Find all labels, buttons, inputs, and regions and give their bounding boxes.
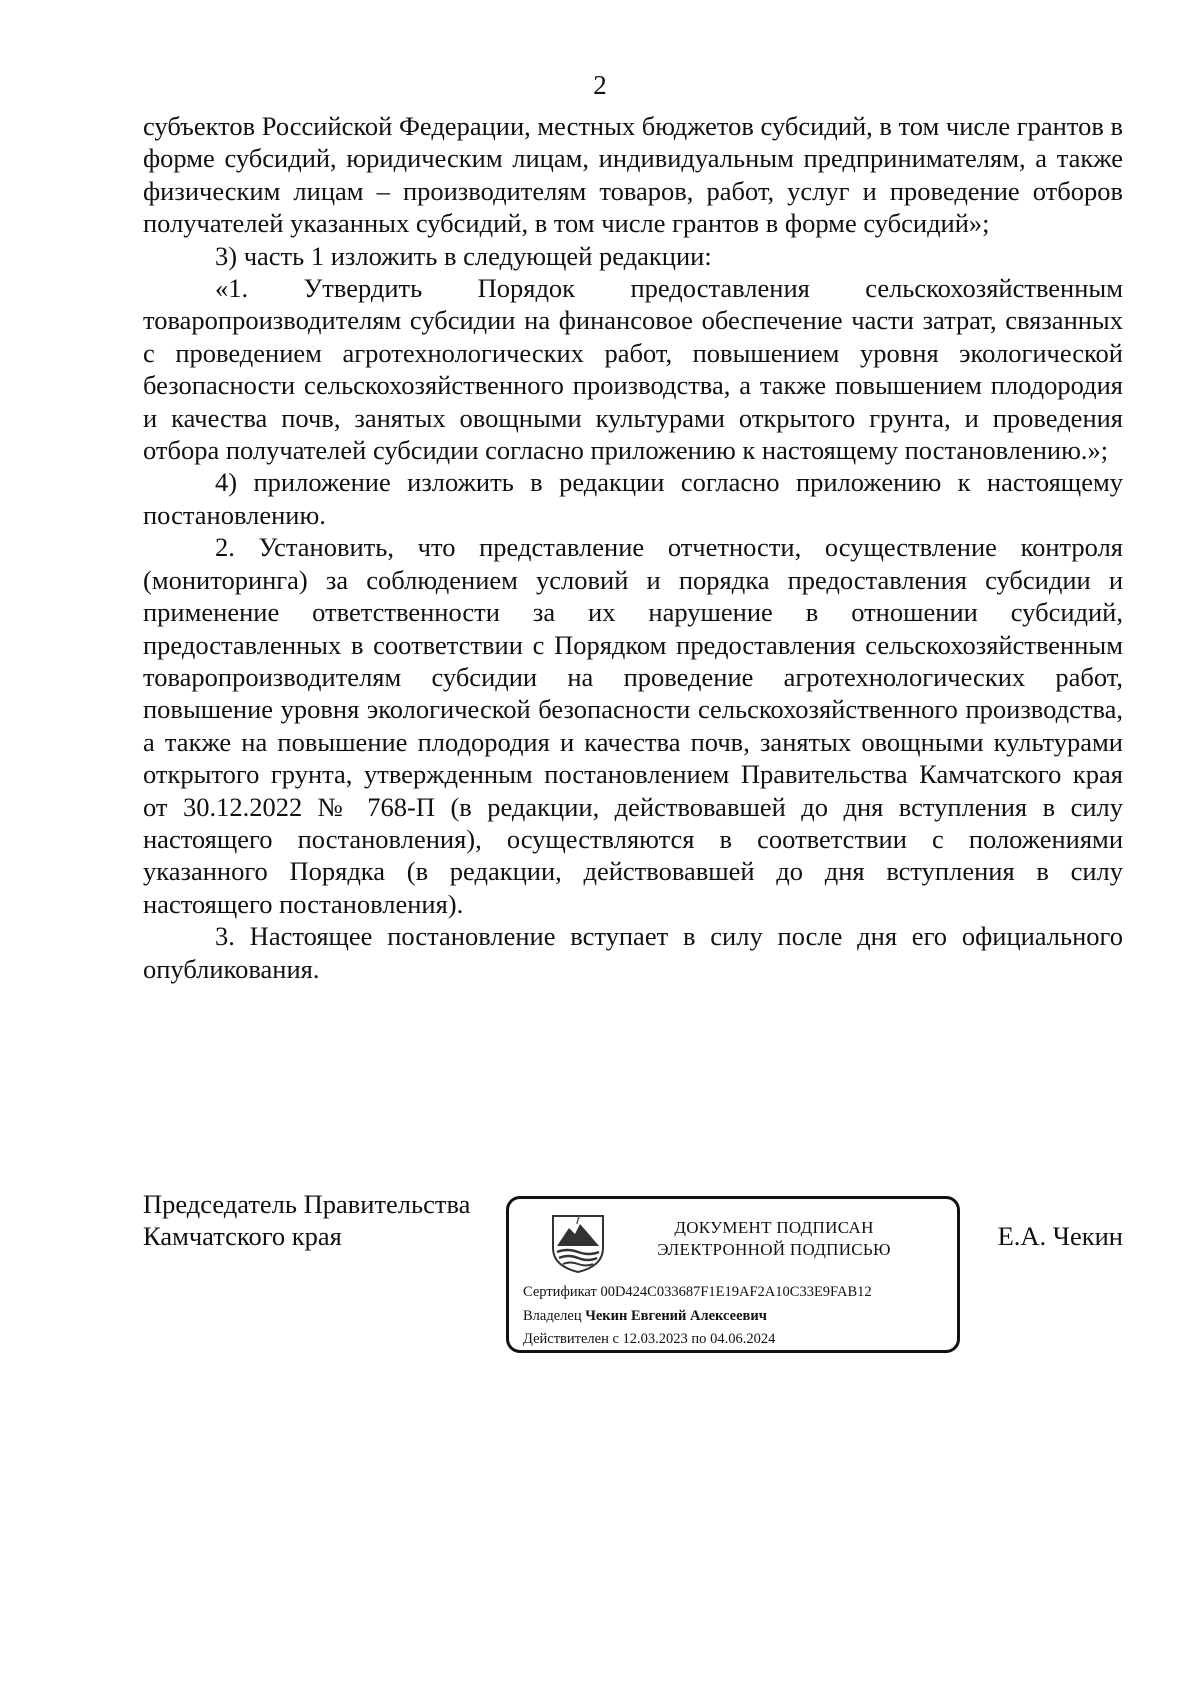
electronic-signature-stamp <box>506 1196 960 1353</box>
stamp-title <box>624 1217 924 1261</box>
kamchatka-coat-of-arms-icon <box>549 1212 607 1274</box>
stamp-certificate <box>523 1283 872 1301</box>
paragraph-item-3: 3) часть 1 изложить в следующей редакции: <box>215 240 712 271</box>
paragraph-quoted-part-1: «1. Утвердить Порядок предоставления сельскохозяйственным товаропроизводителям субсидии на финансовое обеспечение части затрат, связанных с проведением агротехнологических работ, повышением уровня экологической безопасности сельскохозяйственного производства, а также повышением плодородия и качества почв, занятых овощными культурами открытого грунта, и проведения отбора получателей субсидии согласно приложению к настоящему постановлению.»; <box>143 273 1123 466</box>
valid-to-label: по <box>691 1331 707 1347</box>
signatory-position <box>143 1188 470 1252</box>
certificate-value: 00D424C033687F1E19AF2A10C33E9FAB12 <box>600 1284 872 1300</box>
paragraph-section-2: 2. Установить, что представление отчетности, осуществление контроля (мониторинга) за соблюдением условий и порядка предоставления субсидии и применение ответственности за их нарушение в отношении субсидий, предоставленных в соответствии с Порядком предоставления сельскохозяйственным товаропроизводителям субсидии на проведение агротехнологических работ, повышение уровня экологической безопасности сельскохозяйственного производства, а также на повышение плодородия и качества почв, занятых овощными культурами открытого грунта, утвержденным постановлением Правительства Камчатского края от 30.12.2022 № 768-П (в редакции, действовавшей до дня вступления в силу настоящего постановления), осуществляются в соответствии с положениями указанного Порядка (в редакции, действовавшей до дня вступления в силу настоящего постановления). <box>143 532 1123 919</box>
owner-label: Владелец <box>523 1308 582 1324</box>
stamp-title-line2: ЭЛЕКТРОННОЙ ПОДПИСЬЮ <box>657 1240 891 1259</box>
valid-to: 04.06.2024 <box>710 1331 776 1347</box>
valid-label: Действителен с <box>523 1331 619 1347</box>
valid-from: 12.03.2023 <box>622 1331 688 1347</box>
certificate-label: Сертификат <box>523 1284 597 1300</box>
stamp-title-line1: ДОКУМЕНТ ПОДПИСАН <box>674 1218 874 1237</box>
document-body <box>143 110 1123 985</box>
paragraph-section-3: 3. Настоящее постановление вступает в силу после дня его официального опубликования. <box>143 921 1123 984</box>
paragraph-item-4: 4) приложение изложить в редакции согласно приложению к настоящему постановлению. <box>143 467 1123 530</box>
stamp-owner <box>523 1307 767 1325</box>
stamp-validity <box>523 1330 775 1348</box>
page-number: 2 <box>593 70 607 100</box>
owner-value: Чекин Евгений Алексеевич <box>585 1308 767 1324</box>
signatory-name: Е.А. Чекин <box>997 1221 1123 1251</box>
signatory-position-line2: Камчатского края <box>143 1221 342 1251</box>
signatory-position-line1: Председатель Правительства <box>143 1189 471 1219</box>
paragraph-continuation: субъектов Российской Федерации, местных бюджетов субсидий, в том числе грантов в форме субсидий, юридическим лицам, индивидуальным предпринимателям, а также физическим лицам – производителям товаров, работ, услуг и проведение отборов получателей указанных субсидий, в том числе грантов в форме субсидий»; <box>143 111 1123 239</box>
